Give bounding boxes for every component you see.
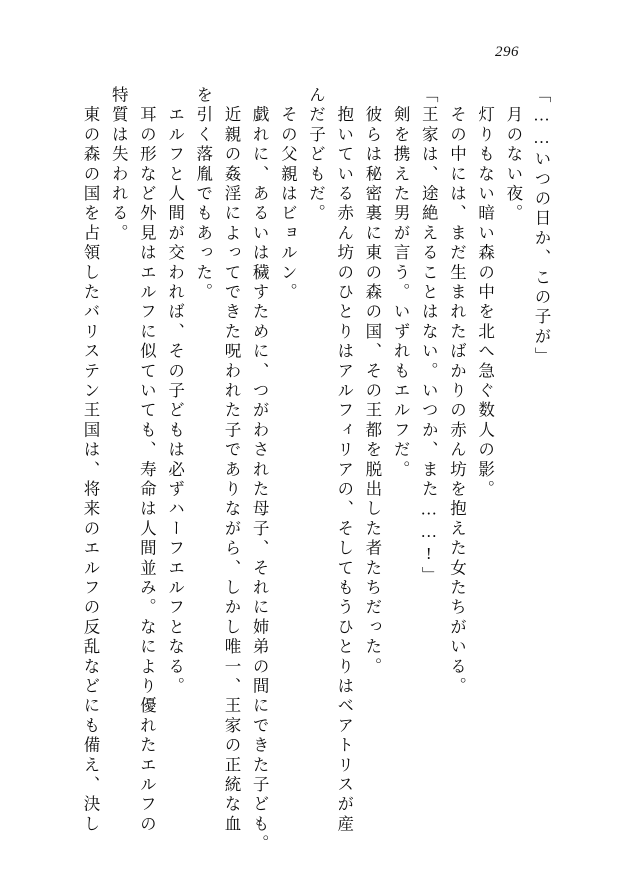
- text-line: エルフと人間が交われば、その子どもは必ずハーフエルフとなる。: [165, 86, 185, 697]
- text-line: 特質は失われる。: [109, 86, 129, 244]
- text-line: その父親はビョルン。: [278, 86, 298, 303]
- text-line: を引く落胤でもあった。: [193, 86, 213, 303]
- text-line: 灯りもない暗い森の中を北へ急ぐ数人の影。: [475, 86, 495, 500]
- page-number: 296: [495, 44, 519, 60]
- text-line: その中には、まだ生まれたばかりの赤ん坊を抱えた女たちがいる。: [447, 86, 467, 697]
- text-line: 抱いている赤ん坊のひとりはアルフィリアの、そしてもうひとりはベアトリスが産: [334, 86, 354, 835]
- text-line: 東の森の国を占領したバリステン王国は、将来のエルフの反乱などにも備え、決し: [81, 86, 100, 835]
- text-line: 彼らは秘密裏に東の森の国、その王都を脱出した者たちだった。: [362, 86, 382, 677]
- text-line: 戯れに、あるいは穢すために、つがわされた母子、それに姉弟の間にできた子ども。: [250, 86, 270, 855]
- text-line: 耳の形など外見はエルフに似ていても、寿命は人間並み。なにより優れたエルフの: [137, 86, 157, 835]
- text-line: んだ子どもだ。: [306, 86, 326, 224]
- vertical-text-block: [64, 86, 551, 855]
- text-line: 「……いつの日か、この子が」: [532, 86, 551, 367]
- text-line: 近親の姦淫によってできた呪われた子でありながら、しかし唯一、王家の正統な血: [221, 86, 241, 835]
- text-line: 剣を携えた男が言う。いずれもエルフだ。: [391, 86, 411, 480]
- text-line: 「王家は、途絶えることはない。いつか、また……!」: [419, 86, 439, 586]
- text-line: 月のない夜。: [503, 86, 523, 224]
